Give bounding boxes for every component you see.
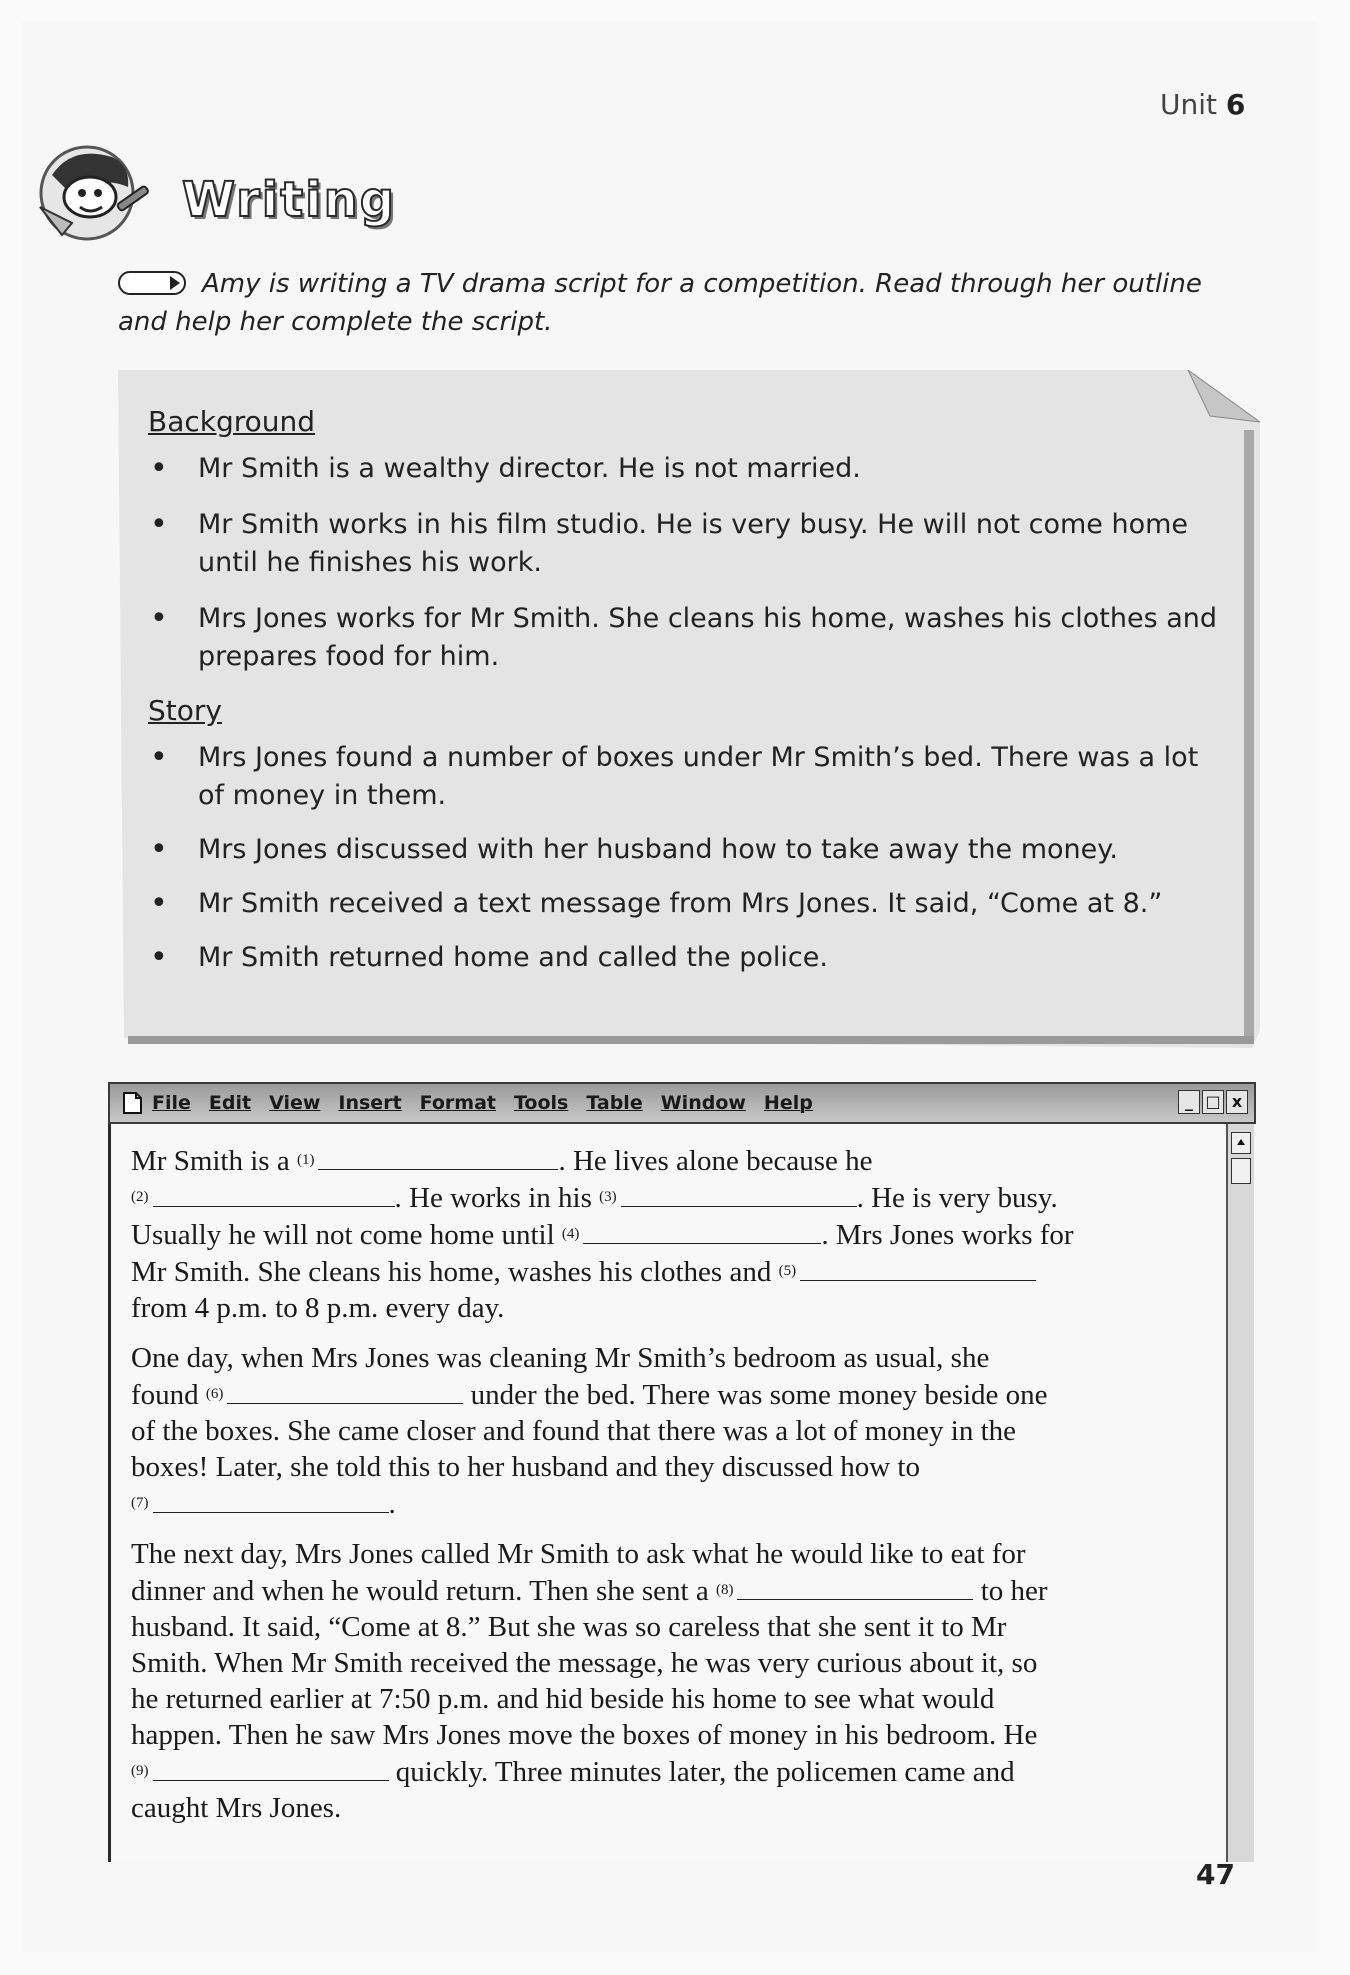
menu-help[interactable]: Help [763, 1092, 813, 1114]
menu-view[interactable]: View [269, 1092, 321, 1114]
list-item: • Mrs Jones discussed with her husband how to take away the money. [148, 831, 1228, 869]
blank-number: (2) [131, 1189, 149, 1205]
menu-bar [108, 1082, 1256, 1124]
vertical-scrollbar[interactable] [1226, 1124, 1254, 1862]
restore-button[interactable]: □ [1202, 1090, 1224, 1114]
word-processor-window [108, 1082, 1256, 1862]
answer-blank-9[interactable] [153, 1754, 389, 1781]
blank-number: (3) [599, 1189, 617, 1205]
document-area[interactable] [108, 1124, 1256, 1862]
story-heading: Story [148, 694, 222, 727]
document-icon [122, 1092, 142, 1114]
menu-table[interactable]: Table [586, 1092, 643, 1114]
blank-number: (1) [296, 1152, 315, 1168]
list-item: • Mr Smith is a wealthy director. He is not married. [148, 450, 1228, 488]
blank-number: (6) [205, 1386, 224, 1402]
scroll-thumb[interactable] [1231, 1158, 1251, 1184]
answer-blank-5[interactable] [800, 1254, 1036, 1281]
blank-number: (5) [778, 1263, 797, 1279]
script-paragraph-3: The next day, Mrs Jones called Mr Smith to ask what he would like to eat for dinner and when he would return. Then she sent a $^{(8)}$ to her husband. It said, “Come at 8.” But she was so careless that she sent it to Mr Smith. When Mr Smith received the message, he was very curious about it, so he returned earlier at 7:50 p.m. and hid beside his home to see what would happen. Then he saw Mrs Jones move the boxes of money in his bedroom. He $^{(9)}$ quickly. Three minutes later, the policemen came and caught Mrs Jones. [131, 1538, 1048, 1824]
writing-mascot-icon [32, 135, 156, 245]
answer-blank-8[interactable] [737, 1573, 973, 1600]
answer-blank-6[interactable] [227, 1377, 463, 1404]
menu-edit[interactable]: Edit [208, 1092, 252, 1114]
answer-blank-2[interactable] [153, 1180, 395, 1207]
blank-number: (7) [131, 1495, 149, 1511]
answer-blank-1[interactable] [318, 1143, 558, 1170]
list-item: • Mr Smith works in his film studio. He is very busy. He will not come home until he finishes his work. [148, 506, 1228, 582]
menu-format[interactable]: Format [419, 1092, 496, 1114]
close-button[interactable]: x [1226, 1090, 1248, 1114]
page-number: 47 [1196, 1858, 1235, 1891]
minimize-button[interactable]: _ [1178, 1090, 1200, 1114]
blank-number: (4) [561, 1226, 580, 1242]
answer-blank-4[interactable] [583, 1217, 821, 1244]
list-item: • Mrs Jones works for Mr Smith. She cleans his home, washes his clothes and prepares food for him. [148, 600, 1228, 676]
script-paragraph-2: One day, when Mrs Jones was cleaning Mr Smith’s bedroom as usual, she found $^{(6)}$ under the bed. There was some money beside one of the boxes. She came closer and found that there was a lot of money in the boxes! Later, she told this to her husband and they discussed how to $^{(7)}$ . [131, 1342, 1048, 1520]
script-paragraph-1: Mr Smith is a $^{(1)}$ . He lives alone because he $^{(2)}$ . He works in his $^{(3)}$ . He is very busy. Usually he will not come home until $^{(4)}$ . Mrs Jones works for Mr Smith. She cleans his home, washes his clothes and $^{(5)}$ from 4 p.m. to 8 p.m. every day. [131, 1145, 1074, 1324]
blank-number: (9) [131, 1763, 149, 1779]
menu-file[interactable]: File [152, 1092, 191, 1114]
script-text [131, 1142, 1231, 1840]
list-item: • Mr Smith received a text message from Mrs Jones. It said, “Come at 8.” [148, 885, 1228, 923]
blank-number: (8) [715, 1582, 734, 1598]
menu-insert[interactable]: Insert [338, 1092, 402, 1114]
background-heading: Background [148, 405, 316, 438]
unit-label: Unit 6 [1160, 88, 1246, 121]
audio-track-icon [118, 271, 188, 295]
menu-window[interactable]: Window [660, 1092, 746, 1114]
list-item: • Mrs Jones found a number of boxes under Mr Smith’s bed. There was a lot of money in them. [148, 739, 1228, 815]
menu-tools[interactable]: Tools [514, 1092, 569, 1114]
scroll-up-icon[interactable] [1231, 1132, 1251, 1154]
answer-blank-7[interactable] [153, 1486, 389, 1513]
instruction-text: Amy is writing a TV drama script for a competition. Read through her outline and help her complete the script. [118, 269, 1202, 337]
outline-note [118, 370, 1260, 1050]
list-item: • Mr Smith returned home and called the police. [148, 939, 1228, 977]
section-title: Writing [182, 172, 397, 228]
answer-blank-3[interactable] [621, 1180, 857, 1207]
